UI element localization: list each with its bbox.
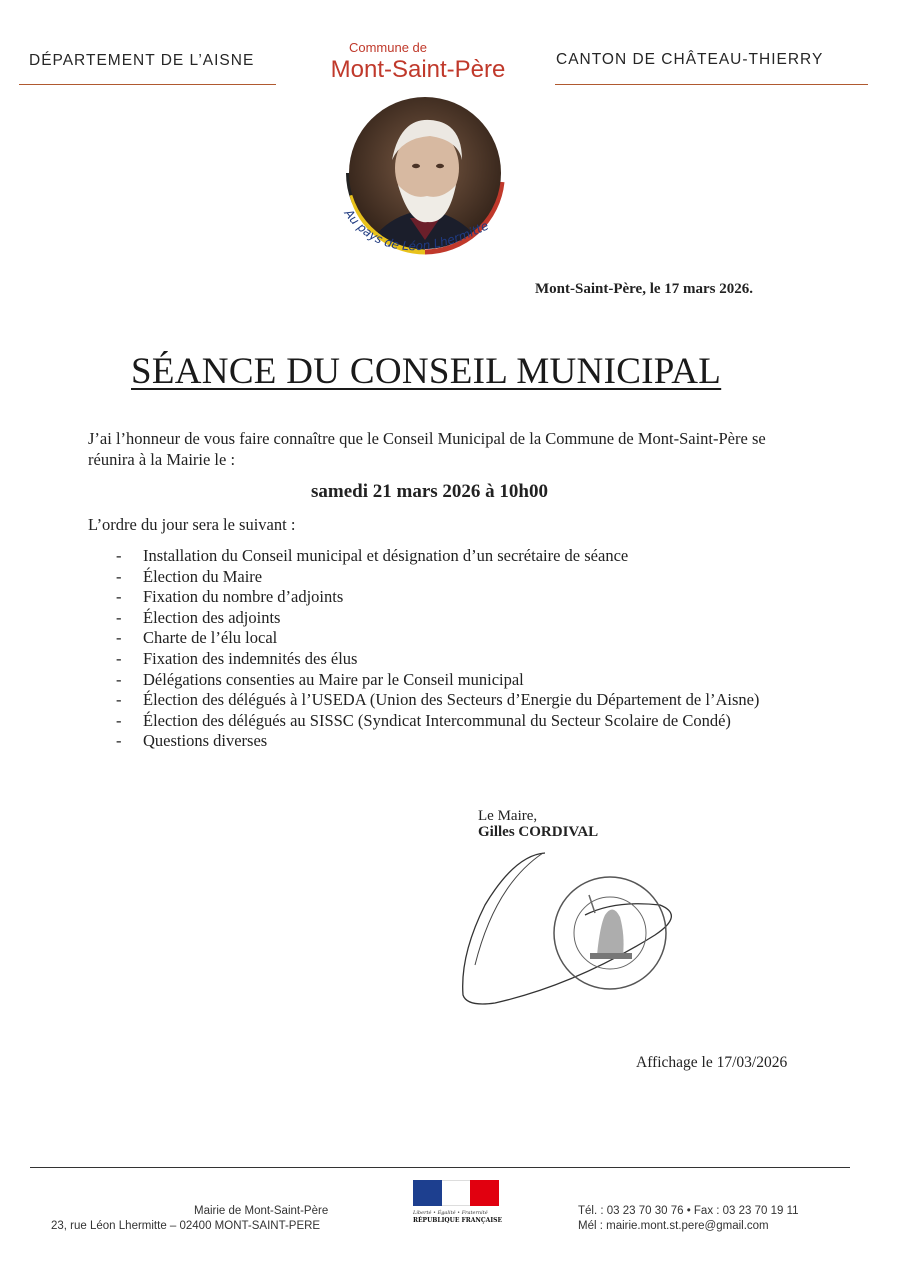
agenda-intro: L’ordre du jour sera le suivant : [88, 515, 296, 534]
municipal-stamp-icon [554, 877, 666, 989]
signature-icon [455, 845, 695, 1015]
department-label: DÉPARTEMENT DE L’AISNE [29, 52, 255, 69]
commune-logo [330, 90, 520, 280]
logo-caption: Au pays de Léon Lhermitte [341, 206, 491, 254]
signature-and-stamp [455, 845, 695, 1015]
meeting-date: samedi 21 mars 2026 à 10h00 [311, 481, 548, 502]
footer-phone-fax: Tél. : 03 23 70 30 76 • Fax : 03 23 70 19 11 [578, 1205, 799, 1217]
footer-rule [30, 1167, 850, 1168]
agenda-item: - Délégations consenties au Maire par le Conseil municipal [116, 670, 804, 691]
signer-role: Le Maire, [478, 808, 538, 824]
commune-name: Mont-Saint-Père [330, 56, 506, 83]
agenda-item: - Élection des délégués au SISSC (Syndicat Intercommunal du Secteur Scolaire de Condé) [116, 711, 804, 732]
agenda-item: - Fixation des indemnités des élus [116, 649, 804, 670]
agenda-item: - Questions diverses [116, 731, 804, 752]
agenda-item: - Élection des adjoints [116, 608, 804, 629]
posting-date: Affichage le 17/03/2026 [636, 1054, 788, 1071]
signer-name: Gilles CORDIVAL [478, 824, 599, 840]
marianne-republic-name: RÉPUBLIQUE FRANÇAISE [413, 1217, 503, 1224]
footer-email: Mél : mairie.mont.st.pere@gmail.com [578, 1220, 769, 1232]
french-flag-icon [413, 1180, 499, 1206]
portrait-medallion-icon [330, 90, 520, 280]
commune-small-label: Commune de [348, 40, 428, 55]
canton-label: CANTON DE CHÂTEAU-THIERRY [556, 51, 824, 68]
agenda-item: - Élection du Maire [116, 567, 804, 588]
marianne-logo [413, 1180, 503, 1232]
agenda-item: - Fixation du nombre d’adjoints [116, 587, 804, 608]
document-date: Mont-Saint-Père, le 17 mars 2026. [535, 281, 754, 297]
left-header-rule [19, 84, 276, 85]
marianne-motto: Liberté • Égalité • Fraternité [413, 1210, 488, 1216]
right-header-rule [555, 84, 868, 85]
footer-address-street: 23, rue Léon Lhermitte – 02400 MONT-SAINT-PERE [51, 1220, 321, 1232]
footer-address-name: Mairie de Mont-Saint-Père [194, 1205, 329, 1217]
agenda-list [116, 546, 804, 752]
agenda-item: - Élection des délégués à l’USEDA (Union des Secteurs d’Energie du Département de l’Aisne) [116, 690, 804, 711]
page-title: SÉANCE DU CONSEIL MUNICIPAL [131, 351, 722, 392]
agenda-item: - Installation du Conseil municipal et désignation d’un secrétaire de séance [116, 546, 804, 567]
agenda-item: - Charte de l’élu local [116, 628, 804, 649]
intro-paragraph: J’ai l’honneur de vous faire connaître que le Conseil Municipal de la Commune de Mont-Saint-Père se réunira à la Mairie le : [88, 429, 766, 469]
